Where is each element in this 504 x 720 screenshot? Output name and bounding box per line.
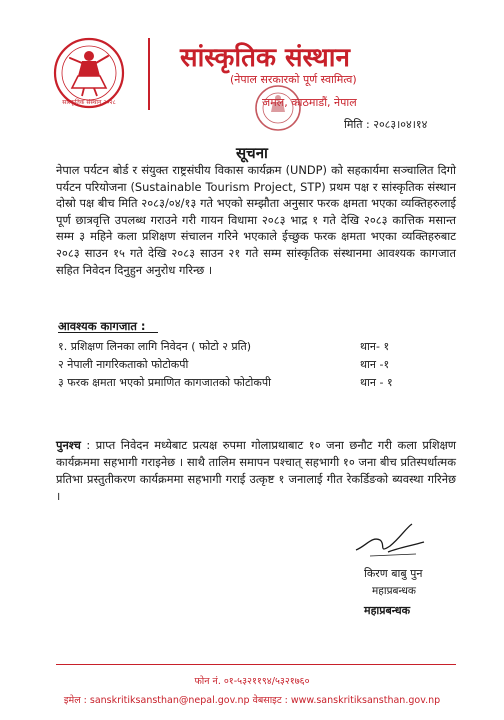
organization-subtitle: (नेपाल सरकारको पूर्ण स्वामित्व) bbox=[230, 73, 357, 86]
postscript-label: पुनश्च bbox=[56, 438, 81, 452]
signatory-name: किरण बाबु पुन bbox=[364, 567, 423, 580]
office-stamp-icon bbox=[252, 82, 304, 134]
document-item bbox=[58, 357, 438, 372]
document-item-qty: थान - १ bbox=[360, 376, 393, 389]
email-link[interactable]: sanskritiksansthan@nepal.gov.np bbox=[89, 695, 250, 706]
documents-heading: आवश्यक कागजात : bbox=[58, 319, 146, 333]
document-item-text: १. प्रशिक्षण लिनका लागि निवेदन ( फोटो २ प्रति) bbox=[58, 340, 252, 353]
signatory-title-bold: महाप्रबन्धक bbox=[364, 604, 411, 617]
notice-title: सूचना bbox=[236, 144, 268, 162]
logo-text: सांस्कृतिक संस्थान २०२८ bbox=[62, 99, 116, 106]
postscript-text: : प्राप्त निवेदन मध्येबाट प्रत्यक्ष रुपमा गोलाप्रथाबाट १० जना छनौट गरी कला प्रशिक्षण कार्यक्रममा सहभागी गराइनेछ । साथै तालिम समापन पश्चात् सहभागी १० जना बीच प्रतिस्पर्धात्मक प्रतिभा प्रस्तुतीकरण कार्यक्रममा सहभागी गराई उत्कृष्ट १ जनालाई गीत रेकर्डिङको ब्यवस्था गरिनेछ । bbox=[56, 438, 456, 503]
postscript bbox=[56, 437, 456, 505]
signatory-title: महाप्रबन्धक bbox=[372, 585, 416, 597]
footer-contact bbox=[0, 693, 504, 706]
document-item bbox=[58, 339, 438, 354]
document-item-text: २ नेपाली नागरिकताको फोटोकपी bbox=[58, 358, 189, 371]
footer-phone: फोन नं. ०१-५३२११९४/५३२१७६० bbox=[194, 676, 310, 687]
document-item-qty: थान- १ bbox=[360, 340, 390, 353]
signature-icon bbox=[350, 516, 430, 562]
email-label: इमेल : bbox=[63, 695, 87, 706]
document-item-qty: थान -१ bbox=[360, 358, 390, 371]
website-label: वेबसाइट : bbox=[252, 695, 288, 706]
footer-divider bbox=[56, 664, 456, 665]
documents-heading-underline bbox=[58, 332, 158, 333]
website-link[interactable]: www.sanskritiksansthan.gov.np bbox=[290, 695, 441, 706]
organization-address: जमल, काठमाडौं, नेपाल bbox=[262, 96, 357, 109]
notice-body: नेपाल पर्यटन बोर्ड र संयुक्त राष्ट्रसंघीय विकास कार्यक्रम (UNDP) को सहकार्यमा सञ्चालित दिगो पर्यटन परियोजना (Sustainable Tourism Project, STP) प्रथम पक्ष र सांस्कृतिक संस्थान दोस्रो पक्ष बीच मिति २०८३/०४/१३ गते भएको सम्झौता अनुसार फरक क्षमता भएका व्यक्तिहरुलाई पूर्ण छात्रवृत्ति उपलब्ध गराउने गरी गायन विधामा २०८३ भाद्र १ गते देखि २०८३ कात्तिक मसान्त सम्म ३ महिने कला प्रशिक्षण संचालन गरिने भएकाले ईच्छुक फरक क्षमता भएका व्यक्तिहरुबाट २०८३ साउन १५ गते देखि २०८३ साउन २१ गते सम्म सांस्कृतिक संस्थानमा आवश्यक कागजात सहित निवेदन दिनुहुन अनुरोध गरिन्छ । bbox=[56, 163, 456, 277]
document-item-text: ३ फरक क्षमता भएको प्रमाणित कागजातको फोटोकपी bbox=[58, 376, 271, 389]
organization-name: सांस्कृतिक संस्थान bbox=[180, 43, 350, 73]
document-item bbox=[58, 375, 438, 390]
notice-date: मिति : २०८३।०४।१४ bbox=[344, 118, 428, 131]
